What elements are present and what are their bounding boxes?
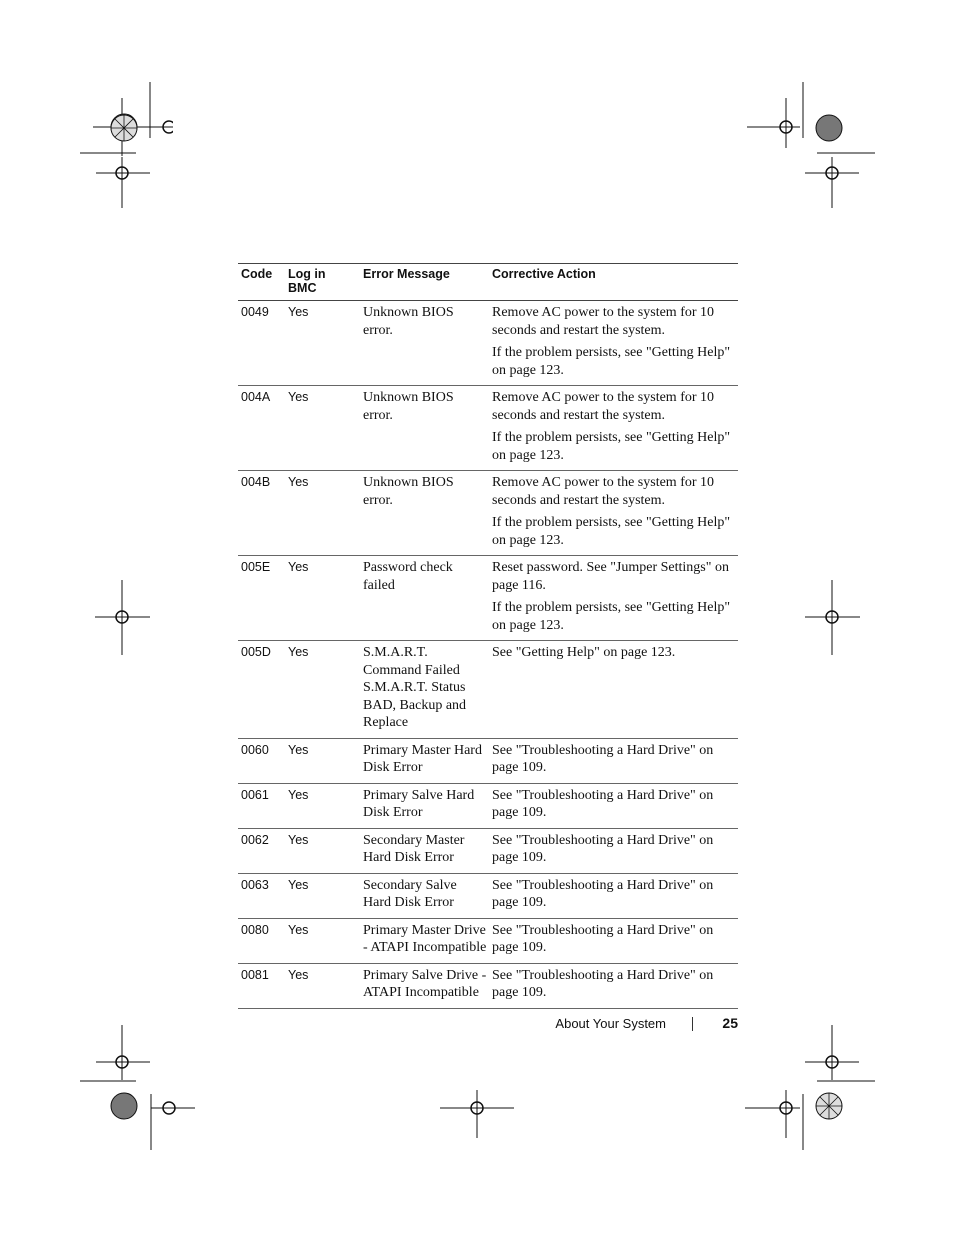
- corrective-action-cell: [489, 386, 738, 471]
- error-message-cell: Primary Salve Drive - ATAPI Incompatible: [360, 963, 489, 1008]
- error-message-cell: Password check failed: [360, 556, 489, 641]
- corrective-action-cell: [489, 963, 738, 1008]
- code-cell: 0081: [238, 963, 285, 1008]
- error-code-table: [238, 263, 738, 1009]
- code-cell: 005D: [238, 641, 285, 739]
- code-cell: 0049: [238, 301, 285, 386]
- corrective-action-text: If the problem persists, see "Getting Help" on page 123.: [492, 345, 731, 378]
- page-footer: [540, 1014, 738, 1036]
- registration-mark-icon: [780, 100, 880, 200]
- log-in-bmc-cell: Yes: [285, 471, 360, 556]
- table-row: [238, 963, 738, 1008]
- error-message-cell: Secondary Master Hard Disk Error: [360, 828, 489, 873]
- corrective-action-cell: [489, 641, 738, 739]
- corrective-action-cell: [489, 828, 738, 873]
- log-in-bmc-cell: Yes: [285, 556, 360, 641]
- header-error-message: Error Message: [360, 264, 489, 301]
- error-message-cell: Unknown BIOS error.: [360, 301, 489, 386]
- table-row: [238, 301, 738, 386]
- corrective-action-cell: [489, 918, 738, 963]
- error-message-cell: Primary Master Hard Disk Error: [360, 738, 489, 783]
- corrective-action-text: Remove AC power to the system for 10 seconds and restart the system.: [492, 475, 715, 508]
- corrective-action-cell: [489, 738, 738, 783]
- error-message-cell: Unknown BIOS error.: [360, 471, 489, 556]
- header-corrective-action: Corrective Action: [489, 264, 738, 301]
- log-in-bmc-cell: Yes: [285, 918, 360, 963]
- registration-mark-icon: [80, 140, 180, 240]
- log-in-bmc-cell: Yes: [285, 641, 360, 739]
- registration-mark-icon: [800, 575, 900, 675]
- code-cell: 0062: [238, 828, 285, 873]
- corrective-action-text: See "Troubleshooting a Hard Drive" on page 109.: [492, 787, 714, 820]
- corrective-action-text: Reset password. See "Jumper Settings" on page 116.: [492, 560, 729, 593]
- footer-section-title: About Your System: [555, 1016, 666, 1031]
- error-message-cell: Primary Salve Hard Disk Error: [360, 783, 489, 828]
- log-in-bmc-cell: Yes: [285, 783, 360, 828]
- log-in-bmc-cell: Yes: [285, 873, 360, 918]
- code-cell: 0060: [238, 738, 285, 783]
- corrective-action-cell: [489, 556, 738, 641]
- registration-mark-icon: [440, 1080, 540, 1180]
- corrective-action-text: See "Troubleshooting a Hard Drive" on page 109.: [492, 877, 714, 910]
- table-row: [238, 386, 738, 471]
- corrective-action-text: Remove AC power to the system for 10 seconds and restart the system.: [492, 390, 715, 423]
- code-cell: 005E: [238, 556, 285, 641]
- table-body: [238, 301, 738, 1009]
- table-row: [238, 918, 738, 963]
- code-cell: 0063: [238, 873, 285, 918]
- error-message-cell: Unknown BIOS error.: [360, 386, 489, 471]
- registration-mark-icon: [90, 575, 190, 675]
- corrective-action-cell: [489, 783, 738, 828]
- corrective-action-cell: [489, 301, 738, 386]
- error-message-cell: S.M.A.R.T. Command Failed S.M.A.R.T. Status BAD, Backup and Replace: [360, 641, 489, 739]
- corrective-action-text: See "Getting Help" on page 123.: [492, 645, 676, 660]
- table-row: [238, 556, 738, 641]
- registration-mark-icon: [730, 78, 830, 178]
- corrective-action-text: If the problem persists, see "Getting Help" on page 123.: [492, 430, 731, 463]
- corrective-action-text: See "Troubleshooting a Hard Drive" on page 109.: [492, 742, 714, 775]
- page-number: 25: [722, 1015, 738, 1031]
- registration-mark-icon: [795, 1022, 895, 1122]
- registration-mark-icon: [73, 78, 173, 178]
- footer-separator: [692, 1017, 693, 1031]
- code-cell: 0080: [238, 918, 285, 963]
- corrective-action-text: See "Troubleshooting a Hard Drive" on page 109.: [492, 967, 714, 1000]
- registration-mark-icon: [95, 100, 195, 200]
- code-cell: 0061: [238, 783, 285, 828]
- table-row: [238, 873, 738, 918]
- log-in-bmc-cell: Yes: [285, 828, 360, 873]
- corrective-action-text: See "Troubleshooting a Hard Drive" on page 109.: [492, 832, 714, 865]
- header-log-in-bmc: Log in BMC: [285, 264, 360, 301]
- error-message-cell: Primary Master Drive - ATAPI Incompatible: [360, 918, 489, 963]
- table-row: [238, 783, 738, 828]
- log-in-bmc-cell: Yes: [285, 963, 360, 1008]
- code-cell: 004B: [238, 471, 285, 556]
- error-message-cell: Secondary Salve Hard Disk Error: [360, 873, 489, 918]
- corrective-action-cell: [489, 471, 738, 556]
- table-row: [238, 641, 738, 739]
- corrective-action-text: See "Troubleshooting a Hard Drive" on page 109.: [492, 922, 714, 955]
- registration-mark-icon: [745, 1080, 845, 1180]
- corrective-action-text: If the problem persists, see "Getting Help" on page 123.: [492, 600, 731, 633]
- log-in-bmc-cell: Yes: [285, 301, 360, 386]
- corrective-action-text: If the problem persists, see "Getting Help" on page 123.: [492, 515, 731, 548]
- table-header: [238, 264, 738, 301]
- header-code: Code: [238, 264, 285, 301]
- table-row: [238, 471, 738, 556]
- registration-mark-icon: [95, 1080, 195, 1180]
- corrective-action-cell: [489, 873, 738, 918]
- table-row: [238, 738, 738, 783]
- corrective-action-text: Remove AC power to the system for 10 seconds and restart the system.: [492, 305, 715, 338]
- log-in-bmc-cell: Yes: [285, 386, 360, 471]
- registration-mark-icon: [795, 140, 895, 240]
- code-cell: 004A: [238, 386, 285, 471]
- table-row: [238, 828, 738, 873]
- log-in-bmc-cell: Yes: [285, 738, 360, 783]
- registration-mark-icon: [80, 1022, 180, 1122]
